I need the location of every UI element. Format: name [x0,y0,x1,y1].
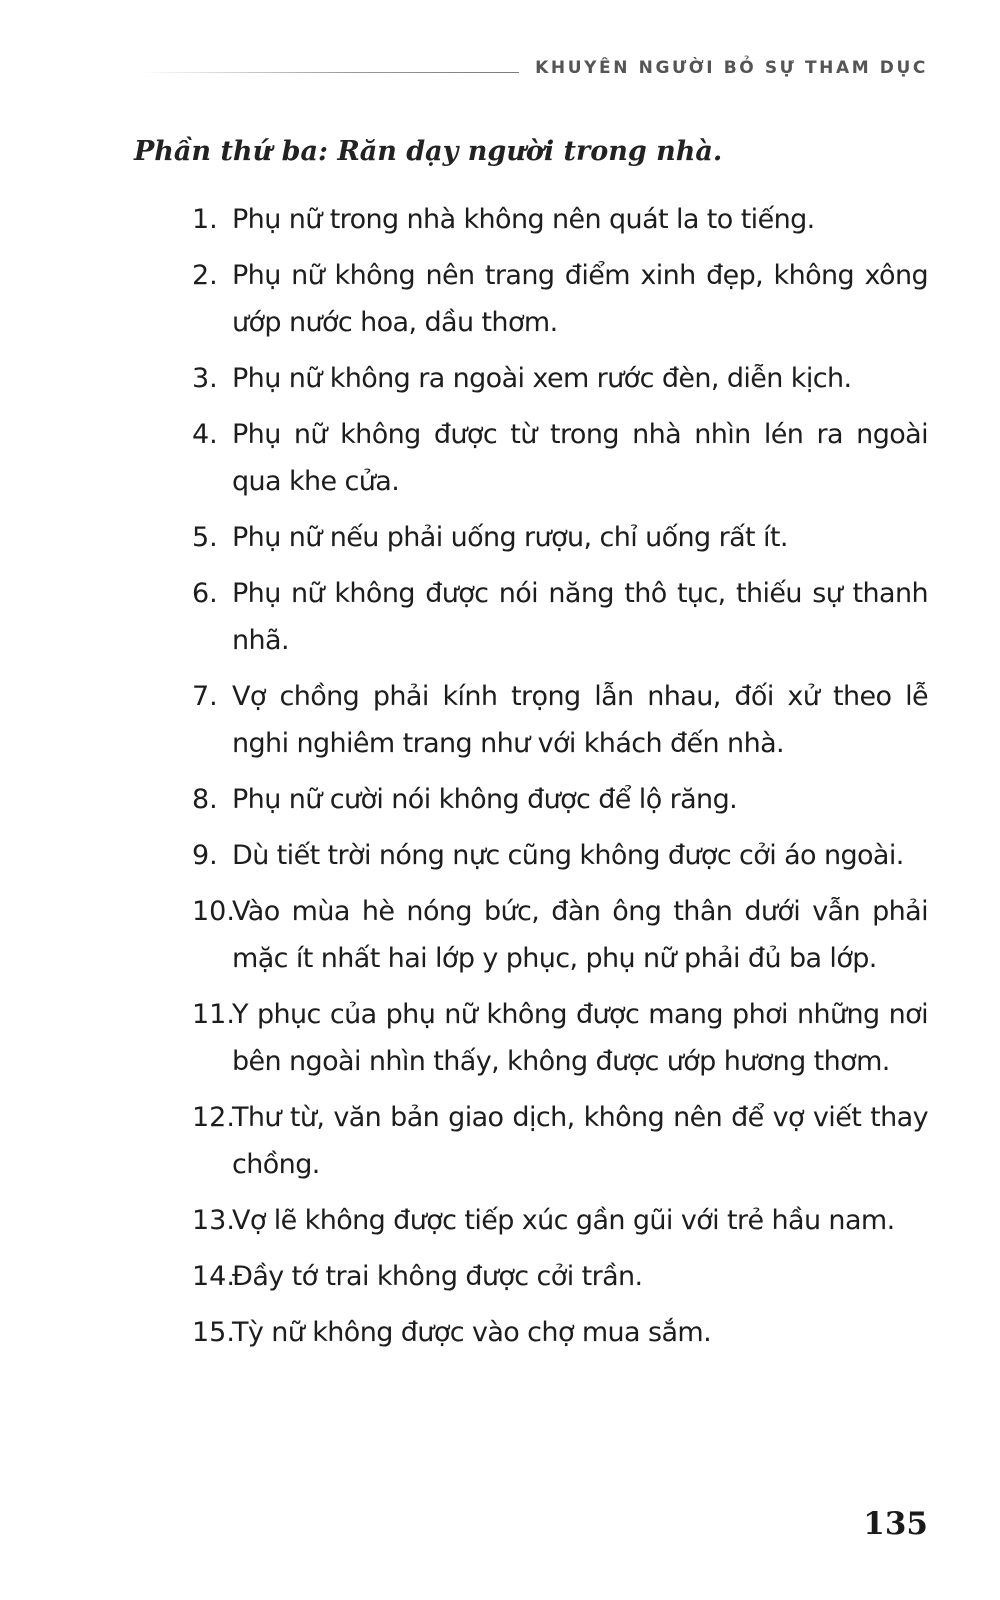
item-text: Phụ nữ nếu phải uống rượu, chỉ uống rất ít. [232,522,788,553]
list-item [192,252,928,346]
list-item [192,1094,928,1188]
list-item [192,832,928,879]
item-number: 1. [192,204,218,235]
item-number: 5. [192,522,218,553]
list-item [192,355,928,402]
item-text: Y phục của phụ nữ không được mang phơi những nơi bên ngoài nhìn thấy, không được ướp hương thơm. [232,999,928,1077]
header-rule [140,72,519,73]
page-number: 135 [863,1506,928,1542]
item-number: 11. [192,999,235,1030]
list-item [192,514,928,561]
list-item [192,888,928,982]
item-text: Dù tiết trời nóng nực cũng không được cởi áo ngoài. [232,840,904,871]
item-number: 13. [192,1205,235,1236]
item-number: 12. [192,1102,235,1133]
list-item [192,570,928,664]
item-text: Phụ nữ cười nói không được để lộ răng. [232,784,738,815]
list-item [192,1197,928,1244]
item-number: 9. [192,840,218,871]
item-number: 2. [192,260,218,291]
item-text: Phụ nữ không được từ trong nhà nhìn lén ra ngoài qua khe cửa. [232,419,928,497]
item-number: 15. [192,1317,235,1348]
list-item [192,991,928,1085]
item-text: Vợ lẽ không được tiếp xúc gần gũi với trẻ hầu nam. [232,1205,895,1236]
list-item [192,673,928,767]
item-text: Tỳ nữ không được vào chợ mua sắm. [232,1317,712,1348]
list-item [192,1309,928,1356]
item-text: Thư từ, văn bản giao dịch, không nên để vợ viết thay chồng. [232,1102,928,1180]
list-item [192,776,928,823]
running-title: KHUYÊN NGƯỜI BỎ SỰ THAM DỤC [535,58,928,78]
item-text: Đầy tớ trai không được cởi trần. [232,1261,643,1292]
item-number: 14. [192,1261,235,1292]
running-header [140,58,928,78]
item-number: 8. [192,784,218,815]
item-text: Phụ nữ không được nói năng thô tục, thiếu sự thanh nhã. [232,578,928,656]
list-item [192,411,928,505]
item-text: Phụ nữ không ra ngoài xem rước đèn, diễn kịch. [232,363,852,394]
item-number: 4. [192,419,218,450]
section-title: Phần thứ ba: Răn dạy người trong nhà. [134,136,723,167]
item-number: 3. [192,363,218,394]
item-number: 7. [192,681,218,712]
item-text: Phụ nữ không nên trang điểm xinh đẹp, không xông ướp nước hoa, dầu thơm. [232,260,928,338]
list-item [192,1253,928,1300]
list-item [192,196,928,243]
rules-list [192,196,928,1365]
item-text: Phụ nữ trong nhà không nên quát la to tiếng. [232,204,815,235]
item-number: 6. [192,578,218,609]
item-number: 10. [192,896,235,927]
item-text: Vào mùa hè nóng bức, đàn ông thân dưới vẫn phải mặc ít nhất hai lớp y phục, phụ nữ phải đủ ba lớp. [232,896,928,974]
item-text: Vợ chồng phải kính trọng lẫn nhau, đối xử theo lễ nghi nghiêm trang như với khách đến nhà. [232,681,928,759]
